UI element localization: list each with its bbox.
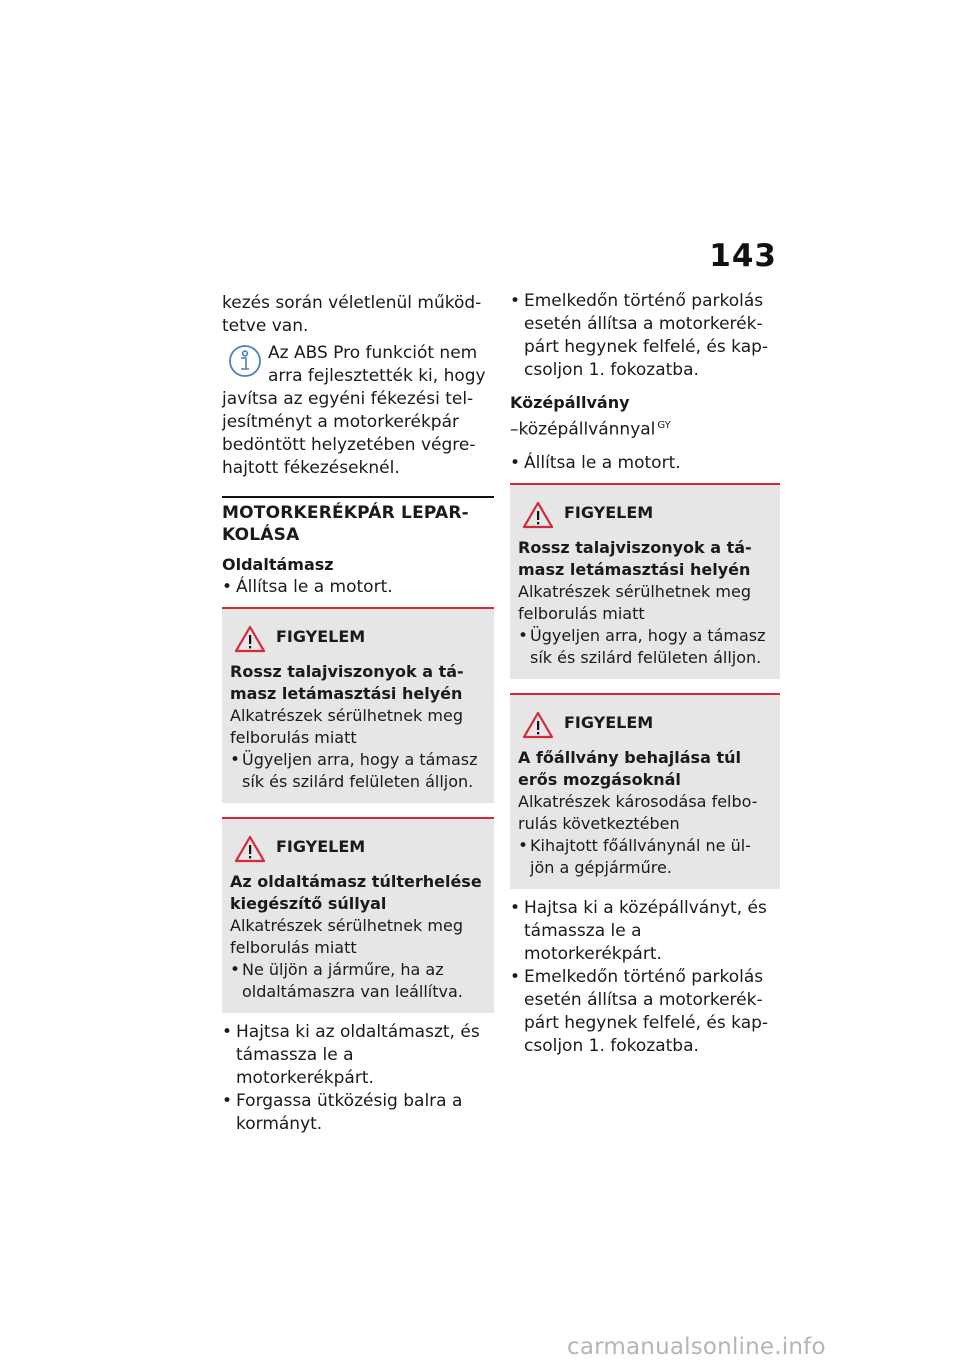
warning-label: FIGYELEM <box>564 712 654 732</box>
warning-label: FIGYELEM <box>276 837 366 856</box>
warning-desc: Alkatrészek sérülhetnek meg <box>518 581 751 601</box>
warning-desc: felborulás miatt <box>518 603 645 623</box>
section-title <box>222 496 494 546</box>
warning-box <box>510 483 780 679</box>
option-superscript: GY <box>657 420 671 431</box>
step-item: • Állítsa le a motort. <box>510 452 780 475</box>
warning-desc: Alkatrészek sérülhetnek meg <box>230 916 463 935</box>
section-title-line: KOLÁSA <box>222 525 300 545</box>
watermark: carmanualsonline.info <box>567 1334 826 1360</box>
page-number: 143 <box>709 238 777 274</box>
warning-bullet: • Kihajtott főállványnál ne ül- jön a gépjárműre. <box>518 835 772 879</box>
warning-triangle-icon <box>234 625 266 653</box>
warning-box <box>222 607 494 803</box>
intro-line: tetve van. <box>222 316 309 336</box>
step-item: • Emelkedőn történő parkolás esetén állítsa a motorkerék- párt hegynek felfelé, és kap- csoljon 1. fokozatba. <box>510 290 780 382</box>
warning-label: FIGYELEM <box>564 502 654 522</box>
section-title-line: MOTORKERÉKPÁR LEPAR- <box>222 503 469 523</box>
warning-triangle-icon <box>234 835 266 863</box>
warning-title: erős mozgásoknál <box>518 769 681 789</box>
subheading-oldaltamasz: Oldaltámasz <box>222 555 334 574</box>
subheading-kozepallvany: Középállvány <box>510 393 630 412</box>
left-column <box>222 292 494 1136</box>
warning-box <box>510 693 780 889</box>
warning-desc: felborulás miatt <box>230 938 357 957</box>
step-item: • Forgassa ütközésig balra a kormányt. <box>222 1090 494 1136</box>
warning-title: masz letámasztási helyén <box>518 559 751 579</box>
info-line: javítsa az egyéni fékezési tel- <box>222 389 474 409</box>
warning-box <box>222 817 494 1013</box>
warning-bullet: • Ügyeljen arra, hogy a támasz sík és szilárd felületen álljon. <box>518 625 772 669</box>
right-column <box>510 290 780 1058</box>
warning-title: Rossz talajviszonyok a tá- <box>230 662 464 681</box>
warning-title: Az oldaltámasz túlterhelése <box>230 872 482 891</box>
warning-desc: felborulás miatt <box>230 728 357 747</box>
intro-line: kezés során véletlenül működ- <box>222 293 482 313</box>
warning-desc: Alkatrészek károsodása felbo- <box>518 791 758 811</box>
info-line: hajtott fékezéseknél. <box>222 458 400 478</box>
info-icon <box>228 344 262 378</box>
warning-title: A főállvány behajlása túl <box>518 747 741 767</box>
warning-title: kiegészítő súllyal <box>230 894 387 913</box>
step-item: • Állítsa le a motort. <box>222 576 494 599</box>
warning-bullet: • Ne üljön a járműre, ha az oldaltámaszra van leállítva. <box>230 959 486 1003</box>
step-item: • Hajtsa ki az oldaltámaszt, és támassza le a motorkerékpárt. <box>222 1021 494 1090</box>
info-line: arra fejlesztették ki, hogy <box>268 366 486 386</box>
warning-title: masz letámasztási helyén <box>230 684 463 703</box>
step-item: • Hajtsa ki a középállványt, és támassza le a motorkerékpárt. <box>510 897 780 966</box>
info-line: bedöntött helyzetében végre- <box>222 435 476 455</box>
info-line: Az ABS Pro funkciót nem <box>268 343 478 363</box>
step-item: • Emelkedőn történő parkolás esetén állítsa a motorkerék- párt hegynek felfelé, és kap- csoljon 1. fokozatba. <box>510 966 780 1058</box>
warning-label: FIGYELEM <box>276 627 366 646</box>
warning-title: Rossz talajviszonyok a tá- <box>518 537 752 557</box>
warning-desc: rulás következtében <box>518 813 680 833</box>
info-line: jesítményt a motorkerékpár <box>222 412 460 432</box>
option-line: –középállvánnyal $^{GY}$ <box>510 419 671 440</box>
warning-desc: Alkatrészek sérülhetnek meg <box>230 706 463 725</box>
warning-triangle-icon <box>522 711 554 739</box>
warning-triangle-icon <box>522 501 554 529</box>
info-note <box>222 342 494 388</box>
warning-bullet: • Ügyeljen arra, hogy a támasz sík és szilárd felületen álljon. <box>230 749 486 793</box>
